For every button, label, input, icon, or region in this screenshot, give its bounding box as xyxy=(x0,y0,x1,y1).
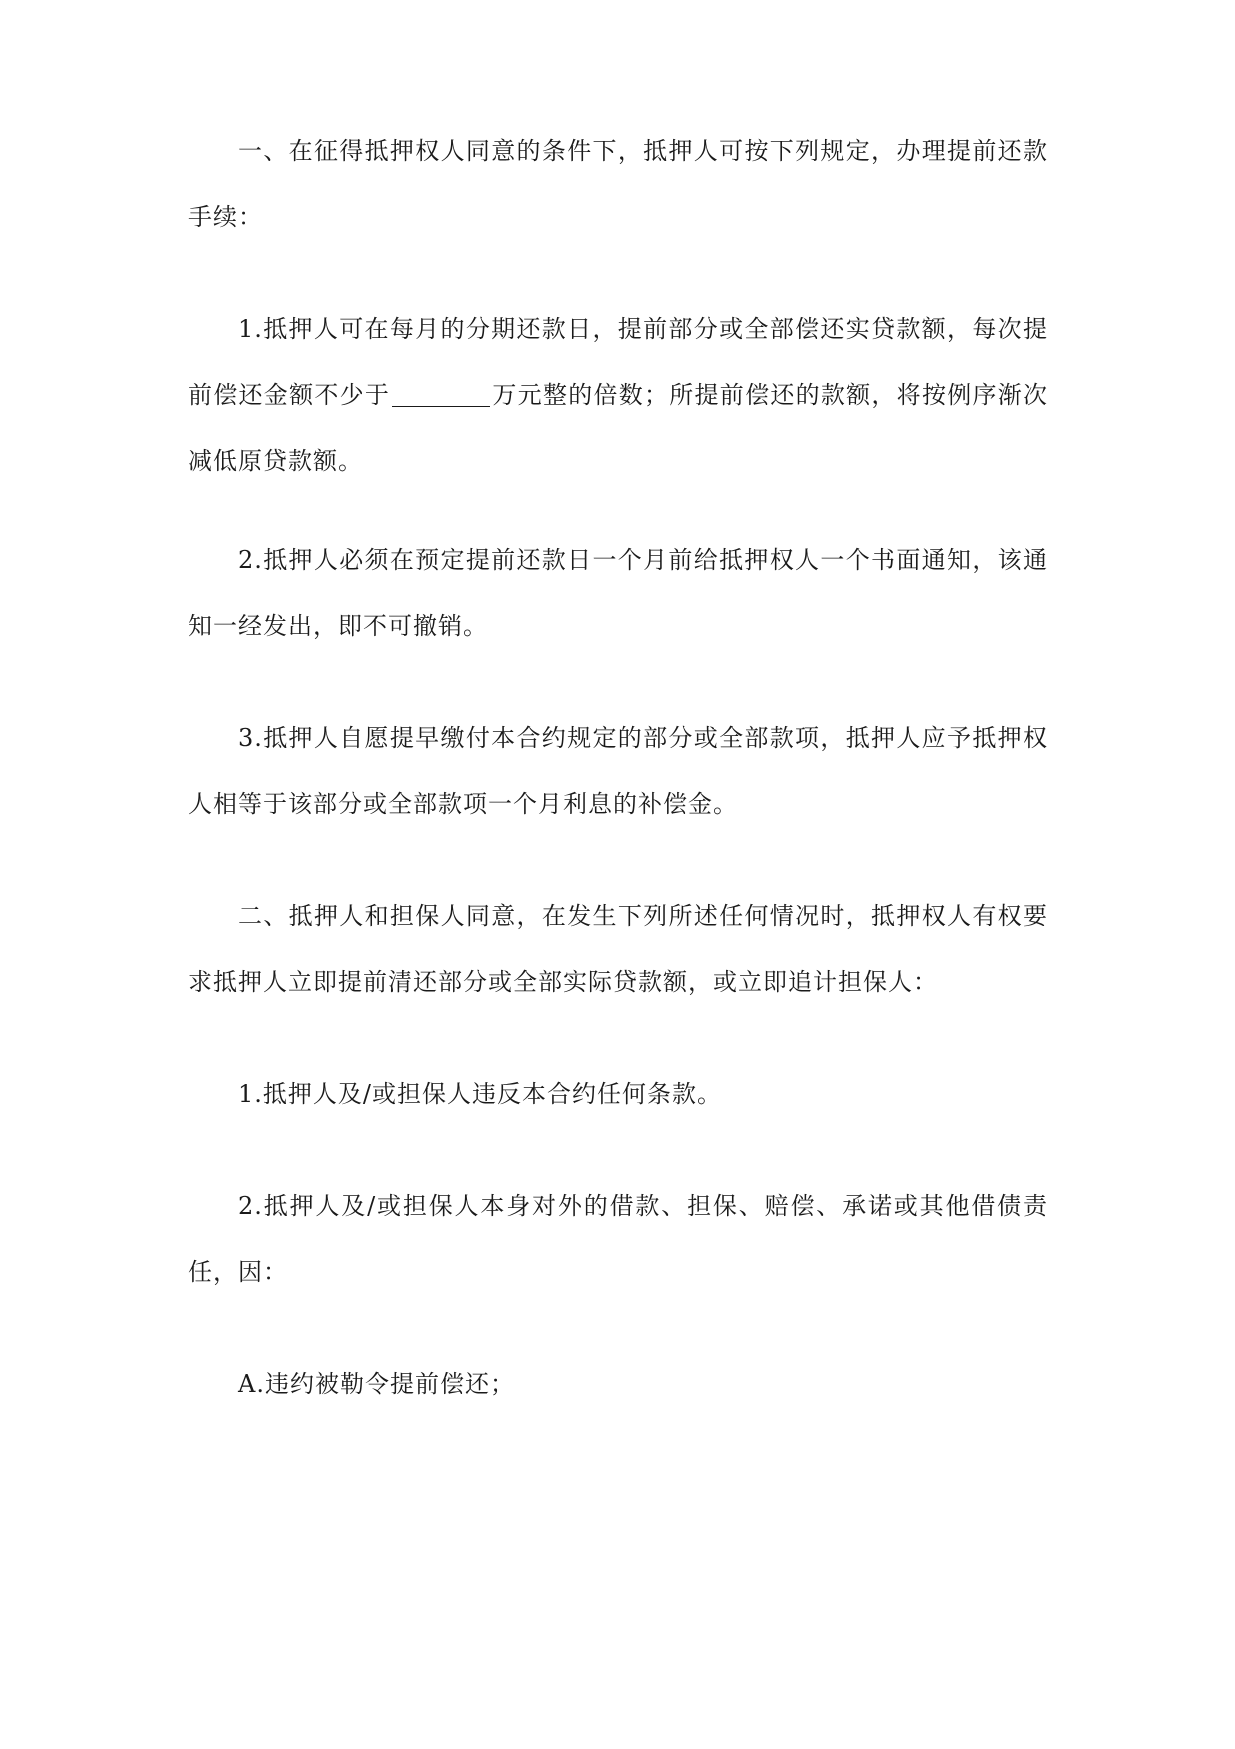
paragraph-item-1-prepayment xyxy=(188,296,1048,494)
paragraph-text-part2: 万元整的倍数；所提前偿还的款额，将按例序渐次减低原贷款额。 xyxy=(188,381,1049,475)
amount-blank-field xyxy=(392,382,490,407)
paragraph-item-3-compensation xyxy=(188,705,1048,837)
paragraph-prepayment-conditions xyxy=(188,118,1048,250)
paragraph-default-item-1 xyxy=(188,1061,1048,1127)
paragraph-text: 二、抵押人和担保人同意，在发生下列所述任何情况时，抵押权人有权要求抵押人立即提前清还部分或全部实际贷款额，或立即追计担保人： xyxy=(188,902,1048,996)
paragraph-section-2-default xyxy=(188,883,1048,1015)
paragraph-text-part1: 1.抵押人可在每月的分期还款日，提前部分或全部偿还实贷款额，每次提前偿还金额不少于 xyxy=(188,315,1048,409)
paragraph-text: 2.抵押人必须在预定提前还款日一个月前给抵押权人一个书面通知，该通知一经发出，即不可撤销。 xyxy=(188,546,1048,640)
paragraph-sub-item-a xyxy=(188,1351,1048,1417)
paragraph-default-item-2 xyxy=(188,1173,1048,1305)
paragraph-text: 2.抵押人及/或担保人本身对外的借款、担保、赔偿、承诺或其他借债责任，因： xyxy=(188,1192,1048,1286)
paragraph-item-2-notice xyxy=(188,527,1048,659)
paragraph-text: 3.抵押人自愿提早缴付本合约规定的部分或全部款项，抵押人应予抵押权人相等于该部分或全部款项一个月利息的补偿金。 xyxy=(188,724,1048,818)
paragraph-text: 1.抵押人及/或担保人违反本合约任何条款。 xyxy=(238,1080,722,1108)
paragraph-text: 一、在征得抵押权人同意的条件下，抵押人可按下列规定，办理提前还款手续： xyxy=(188,137,1048,231)
paragraph-text: A.违约被勒令提前偿还； xyxy=(238,1370,515,1398)
